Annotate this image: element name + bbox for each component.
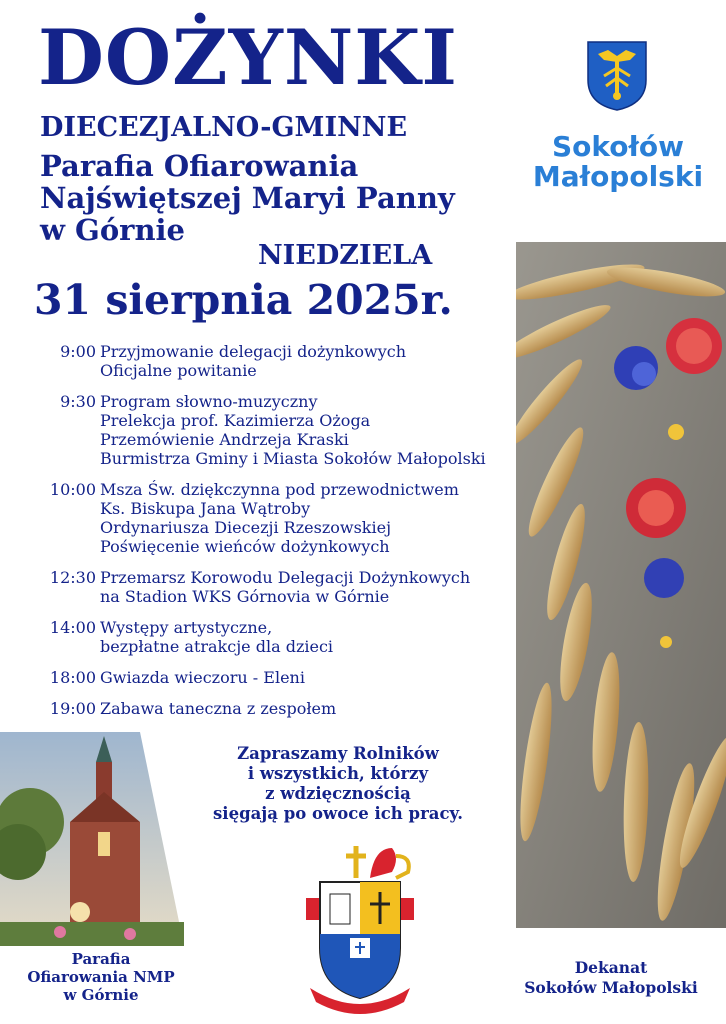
schedule-item [30, 618, 510, 656]
schedule-item [30, 699, 510, 718]
schedule-line: Ordynariusza Diecezji Rzeszowskiej [100, 518, 392, 537]
schedule-description [100, 392, 486, 468]
schedule-line: Gwiazda wieczoru - Eleni [100, 668, 305, 687]
invitation-line: z wdzięcznością [265, 784, 411, 803]
schedule-time: 14:00 [49, 618, 96, 637]
schedule-description [100, 568, 470, 606]
schedule-line: Zabawa taneczna z zespołem [100, 699, 337, 718]
schedule-line: na Stadion WKS Górnovia w Górnie [100, 587, 390, 606]
schedule-description [100, 618, 333, 656]
church-caption-line: Parafia [71, 950, 131, 968]
church-photo [0, 732, 184, 946]
schedule-time: 18:00 [49, 668, 96, 687]
schedule-line: Poświęcenie wieńców dożynkowych [100, 537, 390, 556]
schedule-item [30, 342, 510, 380]
schedule-line: Występy artystyczne, [100, 618, 273, 637]
invitation-line: Zapraszamy Rolników [237, 744, 439, 763]
schedule [30, 342, 510, 718]
schedule-description [100, 699, 336, 718]
schedule-line: Program słowno-muzyczny [100, 392, 318, 411]
wheat-wreath-photo [516, 242, 726, 928]
deanery-name [506, 958, 716, 998]
schedule-line: bezpłatne atrakcje dla dzieci [100, 637, 334, 656]
schedule-item [30, 480, 510, 556]
schedule-item [30, 392, 510, 468]
schedule-line: Oficjalne powitanie [100, 361, 257, 380]
event-title: DOŻYNKI [38, 13, 458, 102]
schedule-line: Ks. Biskupa Jana Wątroby [100, 499, 311, 518]
event-day: NIEDZIELA [258, 240, 433, 271]
schedule-line: Burmistrza Gminy i Miasta Sokołów Małopolski [100, 449, 486, 468]
brand-line: Małopolski [532, 160, 704, 193]
schedule-time: 9:30 [60, 392, 96, 411]
schedule-line: Prelekcja prof. Kazimierza Ożoga [100, 411, 371, 430]
church-caption [6, 950, 196, 1004]
schedule-time: 12:30 [49, 568, 96, 587]
event-subtitle: DIECEZJALNO-GMINNE [40, 112, 408, 143]
deanery-line: Dekanat [574, 958, 648, 977]
schedule-line: Przemarsz Korowodu Delegacji Dożynkowych [100, 568, 471, 587]
parish-line: w Górnie [40, 213, 185, 247]
schedule-description [100, 480, 459, 556]
parish-line: Najświętszej Maryi Panny [40, 181, 455, 215]
schedule-time: 19:00 [49, 699, 96, 718]
schedule-time: 10:00 [49, 480, 96, 499]
town-brand [520, 132, 716, 192]
diocese-emblem-icon [300, 838, 420, 1018]
schedule-time: 9:00 [60, 342, 96, 361]
schedule-description [100, 668, 305, 687]
invitation-text [178, 744, 498, 824]
invitation-line: i wszystkich, którzy [247, 764, 429, 783]
event-date: 31 sierpnia 2025r. [34, 276, 453, 324]
church-caption-line: Ofiarowania NMP [27, 968, 175, 986]
schedule-line: Msza Św. dziękczynna pod przewodnictwem [100, 480, 459, 499]
church-caption-line: w Górnie [63, 986, 139, 1004]
schedule-description [100, 342, 406, 380]
schedule-line: Przyjmowanie delegacji dożynkowych [100, 342, 407, 361]
schedule-item [30, 568, 510, 606]
invitation-line: sięgają po owoce ich pracy. [213, 804, 463, 823]
deanery-line: Sokołów Małopolski [524, 978, 698, 997]
town-crest-icon [586, 40, 648, 112]
brand-line: Sokołów [551, 130, 684, 163]
schedule-item [30, 668, 510, 687]
parish-line: Parafia Ofiarowania [40, 149, 359, 183]
parish-name [40, 150, 455, 246]
schedule-line: Przemówienie Andrzeja Kraski [100, 430, 349, 449]
